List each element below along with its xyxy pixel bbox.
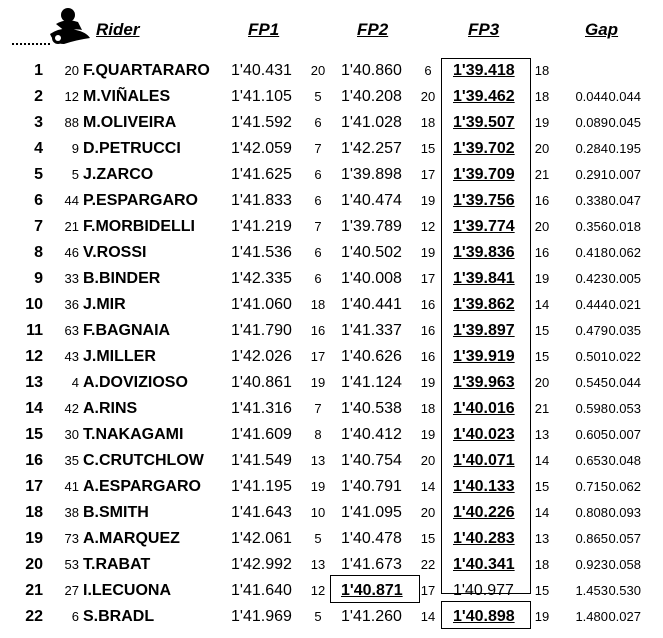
header-divider	[12, 43, 50, 45]
gap-to-first: 0.291	[575, 167, 608, 182]
position: 11	[26, 322, 43, 339]
table-row	[0, 474, 663, 500]
fp2-lap: 17	[420, 271, 436, 286]
fp1-lap: 7	[314, 141, 322, 156]
gap-to-previous: 0.530	[608, 583, 641, 598]
rider-number: 20	[64, 63, 79, 78]
rider-number: 46	[64, 245, 79, 260]
fp3-time: 1'39.919	[453, 348, 515, 365]
rider-name: F.QUARTARARO	[83, 62, 210, 79]
fp2-time: 1'42.257	[341, 140, 402, 157]
gap-to-previous: 0.047	[608, 193, 641, 208]
gap-to-previous: 0.058	[608, 557, 641, 572]
fp2-lap: 22	[420, 557, 436, 572]
table-row	[0, 500, 663, 526]
gap-to-first: 0.808	[575, 505, 608, 520]
position: 14	[25, 400, 43, 417]
fp3-time: 1'39.418	[453, 62, 515, 79]
fp1-lap: 19	[310, 375, 326, 390]
fp1-column-header: FP1	[248, 20, 280, 39]
rider-column-header: Rider	[96, 20, 140, 39]
rider-number: 36	[64, 297, 79, 312]
rider-number: 88	[64, 115, 79, 130]
fp3-lap: 18	[534, 557, 550, 572]
position: 16	[25, 452, 43, 469]
fp1-time: 1'41.790	[231, 322, 292, 339]
position: 10	[25, 296, 43, 313]
fp1-lap: 20	[310, 63, 326, 78]
table-row	[0, 214, 663, 240]
fp3-lap: 14	[534, 297, 550, 312]
position: 5	[34, 166, 43, 183]
table-row	[0, 344, 663, 370]
fp3-time: 1'39.897	[453, 322, 515, 339]
fp3-lap: 20	[534, 219, 550, 234]
fp2-lap: 16	[420, 297, 436, 312]
fp2-lap: 12	[420, 219, 436, 234]
fp1-lap: 18	[310, 297, 326, 312]
gap-to-previous: 0.057	[608, 531, 641, 546]
fp3-time: 1'40.341	[453, 556, 515, 573]
fp3-lap: 13	[534, 531, 550, 546]
position: 17	[25, 478, 43, 495]
gap-to-first: 0.501	[575, 349, 608, 364]
position: 18	[25, 504, 43, 521]
gap-to-first: 0.479	[575, 323, 608, 338]
fp1-time: 1'41.549	[231, 452, 292, 469]
rider-name: A.DOVIZIOSO	[83, 374, 188, 391]
fp2-lap: 14	[420, 609, 436, 624]
fp2-time: 1'40.441	[341, 296, 402, 313]
fp2-time: 1'40.474	[341, 192, 402, 209]
rider-name: I.LECUONA	[83, 582, 171, 599]
fp1-time: 1'42.335	[231, 270, 292, 287]
fp1-time: 1'42.061	[231, 530, 292, 547]
gap-to-previous: 0.062	[608, 245, 641, 260]
fp3-time: 1'40.071	[453, 452, 515, 469]
gap-to-first: 1.480	[575, 609, 608, 624]
fp3-lap: 14	[534, 453, 550, 468]
fp1-lap: 6	[314, 245, 322, 260]
fp1-time: 1'41.625	[231, 166, 292, 183]
rider-number: 27	[64, 583, 79, 598]
position: 13	[25, 374, 43, 391]
rider-name: S.BRADL	[83, 608, 155, 625]
fp3-lap: 16	[534, 245, 550, 260]
fp2-lap: 20	[420, 89, 436, 104]
position: 21	[25, 582, 43, 599]
fp1-lap: 6	[314, 193, 322, 208]
gap-column-header: Gap	[585, 20, 619, 39]
fp2-lap: 16	[420, 349, 436, 364]
gap-to-previous: 0.048	[608, 453, 641, 468]
fp3-time: 1'40.283	[453, 530, 515, 547]
gap-to-previous: 0.195	[608, 141, 641, 156]
gap-to-first: 0.423	[575, 271, 608, 286]
rider-number: 38	[64, 505, 79, 520]
position: 6	[34, 192, 43, 209]
rider-name: B.BINDER	[83, 270, 161, 287]
table-row	[0, 110, 663, 136]
rider-number: 12	[64, 89, 79, 104]
fp3-time: 1'39.862	[453, 296, 515, 313]
fp2-time: 1'40.478	[341, 530, 402, 547]
fp2-time: 1'41.095	[341, 504, 402, 521]
gap-to-previous: 0.022	[608, 349, 641, 364]
fp3-column-header: FP3	[468, 20, 500, 39]
fp3-lap: 21	[534, 401, 550, 416]
gap-to-first: 0.545	[575, 375, 608, 390]
rider-name: F.BAGNAIA	[83, 322, 171, 339]
position: 19	[25, 530, 43, 547]
rider-number: 44	[64, 193, 79, 208]
table-header	[0, 0, 663, 48]
fp3-lap: 20	[534, 141, 550, 156]
rider-number: 30	[64, 427, 79, 442]
gap-to-first: 0.444	[575, 297, 608, 312]
fp2-lap: 14	[420, 479, 436, 494]
rider-name: C.CRUTCHLOW	[83, 452, 204, 469]
fp2-time: 1'39.789	[341, 218, 402, 235]
rider-number: 35	[64, 453, 79, 468]
fp3-lap: 18	[534, 63, 550, 78]
gap-to-first: 0.338	[575, 193, 608, 208]
position: 9	[34, 270, 43, 287]
rider-number: 9	[71, 141, 79, 156]
rider-number: 21	[64, 219, 79, 234]
fp1-time: 1'41.643	[231, 504, 292, 521]
fp3-time: 1'40.133	[453, 478, 515, 495]
rider-name: F.MORBIDELLI	[83, 218, 195, 235]
rider-number: 33	[64, 271, 79, 286]
fp3-lap: 13	[534, 427, 550, 442]
fp3-lap: 15	[534, 323, 550, 338]
table-row	[0, 84, 663, 110]
gap-to-previous: 0.045	[608, 115, 641, 130]
fp2-time: 1'41.028	[341, 114, 402, 131]
gap-to-previous: 0.053	[608, 401, 641, 416]
position: 4	[34, 140, 43, 157]
rider-name: M.OLIVEIRA	[83, 114, 177, 131]
fp1-time: 1'41.195	[231, 478, 292, 495]
position: 8	[34, 244, 43, 261]
fp1-time: 1'41.640	[231, 582, 292, 599]
fp3-time: 1'39.836	[453, 244, 515, 261]
fp3-time: 1'39.462	[453, 88, 515, 105]
gap-to-previous: 0.018	[608, 219, 641, 234]
rider-name: J.MILLER	[83, 348, 156, 365]
gap-to-first: 0.089	[575, 115, 608, 130]
fp3-lap: 16	[534, 193, 550, 208]
fp3-lap: 21	[534, 167, 550, 182]
fp1-lap: 7	[314, 219, 322, 234]
position: 7	[34, 218, 43, 235]
rider-number: 73	[64, 531, 79, 546]
fp3-time: 1'39.507	[453, 114, 515, 131]
gap-to-previous: 0.005	[608, 271, 641, 286]
rider-name: P.ESPARGARO	[83, 192, 198, 209]
rider-name: A.ESPARGARO	[83, 478, 201, 495]
fp2-lap: 15	[420, 531, 436, 546]
gap-to-first: 0.418	[575, 245, 608, 260]
gap-to-previous: 0.027	[608, 609, 641, 624]
fp1-lap: 16	[310, 323, 326, 338]
fp2-lap: 17	[420, 167, 436, 182]
fp3-lap: 19	[534, 115, 550, 130]
fp2-time: 1'40.871	[341, 582, 403, 599]
fp3-lap: 20	[534, 375, 550, 390]
position: 3	[34, 114, 43, 131]
rider-name: V.ROSSI	[83, 244, 147, 261]
fp1-time: 1'41.219	[231, 218, 292, 235]
fp1-time: 1'41.609	[231, 426, 292, 443]
table-row	[0, 448, 663, 474]
table-row	[0, 552, 663, 578]
fp2-time: 1'40.754	[341, 452, 402, 469]
position: 15	[25, 426, 43, 443]
fp3-time: 1'39.841	[453, 270, 515, 287]
gap-to-first: 0.044	[575, 89, 608, 104]
fp1-time: 1'40.431	[231, 62, 292, 79]
fp2-time: 1'40.412	[341, 426, 402, 443]
table-row	[0, 292, 663, 318]
fp1-time: 1'42.026	[231, 348, 292, 365]
fp1-time: 1'41.969	[231, 608, 292, 625]
fp2-lap: 20	[420, 505, 436, 520]
fp3-time: 1'40.898	[453, 608, 515, 625]
table-row	[0, 162, 663, 188]
fp1-time: 1'41.833	[231, 192, 292, 209]
position: 22	[25, 608, 43, 625]
fp1-time: 1'41.060	[231, 296, 292, 313]
table-row	[0, 370, 663, 396]
rider-name: A.RINS	[83, 400, 138, 417]
table-row	[0, 136, 663, 162]
fp2-lap: 15	[420, 141, 436, 156]
rider-number: 6	[71, 609, 79, 624]
fp1-lap: 5	[314, 609, 322, 624]
gap-to-previous: 0.062	[608, 479, 641, 494]
gap-to-previous: 0.093	[608, 505, 641, 520]
fp1-time: 1'41.536	[231, 244, 292, 261]
gap-to-first: 0.284	[575, 141, 608, 156]
rider-name: A.MARQUEZ	[83, 530, 180, 547]
fp2-lap: 19	[420, 427, 436, 442]
rider-name: J.MIR	[83, 296, 126, 313]
fp2-lap: 19	[420, 193, 436, 208]
fp2-time: 1'39.898	[341, 166, 402, 183]
fp3-time: 1'40.977	[453, 582, 514, 599]
position: 12	[25, 348, 43, 365]
gap-to-first: 0.923	[575, 557, 608, 572]
fp3-time: 1'39.774	[453, 218, 515, 235]
gap-to-first: 0.598	[575, 401, 608, 416]
rider-number: 4	[71, 375, 79, 390]
fp3-lap: 15	[534, 349, 550, 364]
fp2-time: 1'40.502	[341, 244, 402, 261]
fp2-time: 1'40.626	[341, 348, 402, 365]
rider-number: 41	[64, 479, 79, 494]
position: 1	[34, 62, 43, 79]
fp3-lap: 14	[534, 505, 550, 520]
fp1-lap: 17	[310, 349, 326, 364]
motorcycle-rider-icon	[46, 4, 92, 46]
fp1-time: 1'42.059	[231, 140, 292, 157]
fp1-lap: 19	[310, 479, 326, 494]
fp2-time: 1'40.008	[341, 270, 402, 287]
fp1-lap: 6	[314, 115, 322, 130]
table-row	[0, 396, 663, 422]
table-row	[0, 240, 663, 266]
fp1-time: 1'42.992	[231, 556, 292, 573]
fp2-lap: 19	[420, 245, 436, 260]
gap-to-first: 0.356	[575, 219, 608, 234]
fp3-time: 1'39.702	[453, 140, 515, 157]
fp1-time: 1'41.105	[231, 88, 292, 105]
gap-to-previous: 0.035	[608, 323, 641, 338]
rider-number: 63	[64, 323, 79, 338]
fp2-time: 1'40.791	[341, 478, 402, 495]
gap-to-first: 0.715	[575, 479, 608, 494]
gap-to-first: 1.453	[575, 583, 608, 598]
fp1-lap: 7	[314, 401, 322, 416]
rider-number: 43	[64, 349, 79, 364]
gap-to-previous: 0.007	[608, 427, 641, 442]
fp2-lap: 20	[420, 453, 436, 468]
fp1-lap: 5	[314, 531, 322, 546]
rider-number: 42	[64, 401, 79, 416]
fp3-time: 1'40.023	[453, 426, 515, 443]
fp3-time: 1'40.226	[453, 504, 515, 521]
fp1-lap: 5	[314, 89, 322, 104]
table-row	[0, 188, 663, 214]
fp2-lap: 6	[424, 63, 432, 78]
fp1-lap: 12	[310, 583, 326, 598]
position: 20	[25, 556, 43, 573]
table-row	[0, 578, 663, 604]
rider-number: 5	[71, 167, 79, 182]
table-row	[0, 266, 663, 292]
fp1-lap: 6	[314, 271, 322, 286]
fp1-time: 1'40.861	[231, 374, 292, 391]
fp2-time: 1'41.260	[341, 608, 402, 625]
fp1-lap: 8	[314, 427, 322, 442]
fp2-time: 1'40.538	[341, 400, 402, 417]
rider-name: T.RABAT	[83, 556, 151, 573]
fp1-lap: 6	[314, 167, 322, 182]
fp2-lap: 16	[420, 323, 436, 338]
fp3-time: 1'39.963	[453, 374, 515, 391]
rider-number: 53	[64, 557, 79, 572]
fp3-lap: 15	[534, 479, 550, 494]
fp2-column-header: FP2	[357, 20, 389, 39]
gap-to-previous: 0.044	[608, 375, 641, 390]
table-row	[0, 604, 663, 630]
rider-name: M.VIÑALES	[83, 88, 171, 105]
gap-to-previous: 0.007	[608, 167, 641, 182]
fp3-time: 1'39.709	[453, 166, 515, 183]
fp2-lap: 18	[420, 115, 436, 130]
rider-name: T.NAKAGAMI	[83, 426, 184, 443]
table-row	[0, 318, 663, 344]
gap-to-first: 0.865	[575, 531, 608, 546]
fp1-time: 1'41.592	[231, 114, 292, 131]
gap-to-first: 0.653	[575, 453, 608, 468]
gap-to-previous: 0.021	[608, 297, 641, 312]
rider-name: B.SMITH	[83, 504, 149, 521]
fp1-lap: 13	[310, 557, 326, 572]
fp3-time: 1'40.016	[453, 400, 515, 417]
fp1-lap: 13	[310, 453, 326, 468]
rider-name: D.PETRUCCI	[83, 140, 181, 157]
fp2-time: 1'41.124	[341, 374, 402, 391]
fp2-lap: 17	[420, 583, 436, 598]
fp2-lap: 19	[420, 375, 436, 390]
fp2-time: 1'40.208	[341, 88, 402, 105]
table-row	[0, 526, 663, 552]
rider-name: J.ZARCO	[83, 166, 154, 183]
table-row	[0, 422, 663, 448]
fp3-lap: 19	[534, 609, 550, 624]
gap-to-first: 0.605	[575, 427, 608, 442]
fp2-time: 1'41.337	[341, 322, 402, 339]
fp2-time: 1'40.860	[341, 62, 402, 79]
fp3-lap: 18	[534, 89, 550, 104]
position: 2	[34, 88, 43, 105]
fp2-time: 1'41.673	[341, 556, 402, 573]
gap-to-previous: 0.044	[608, 89, 641, 104]
table-row	[0, 58, 663, 84]
fp3-lap: 15	[534, 583, 550, 598]
fp1-time: 1'41.316	[231, 400, 292, 417]
fp1-lap: 10	[310, 505, 326, 520]
fp2-lap: 18	[420, 401, 436, 416]
fp3-time: 1'39.756	[453, 192, 515, 209]
fp3-lap: 19	[534, 271, 550, 286]
